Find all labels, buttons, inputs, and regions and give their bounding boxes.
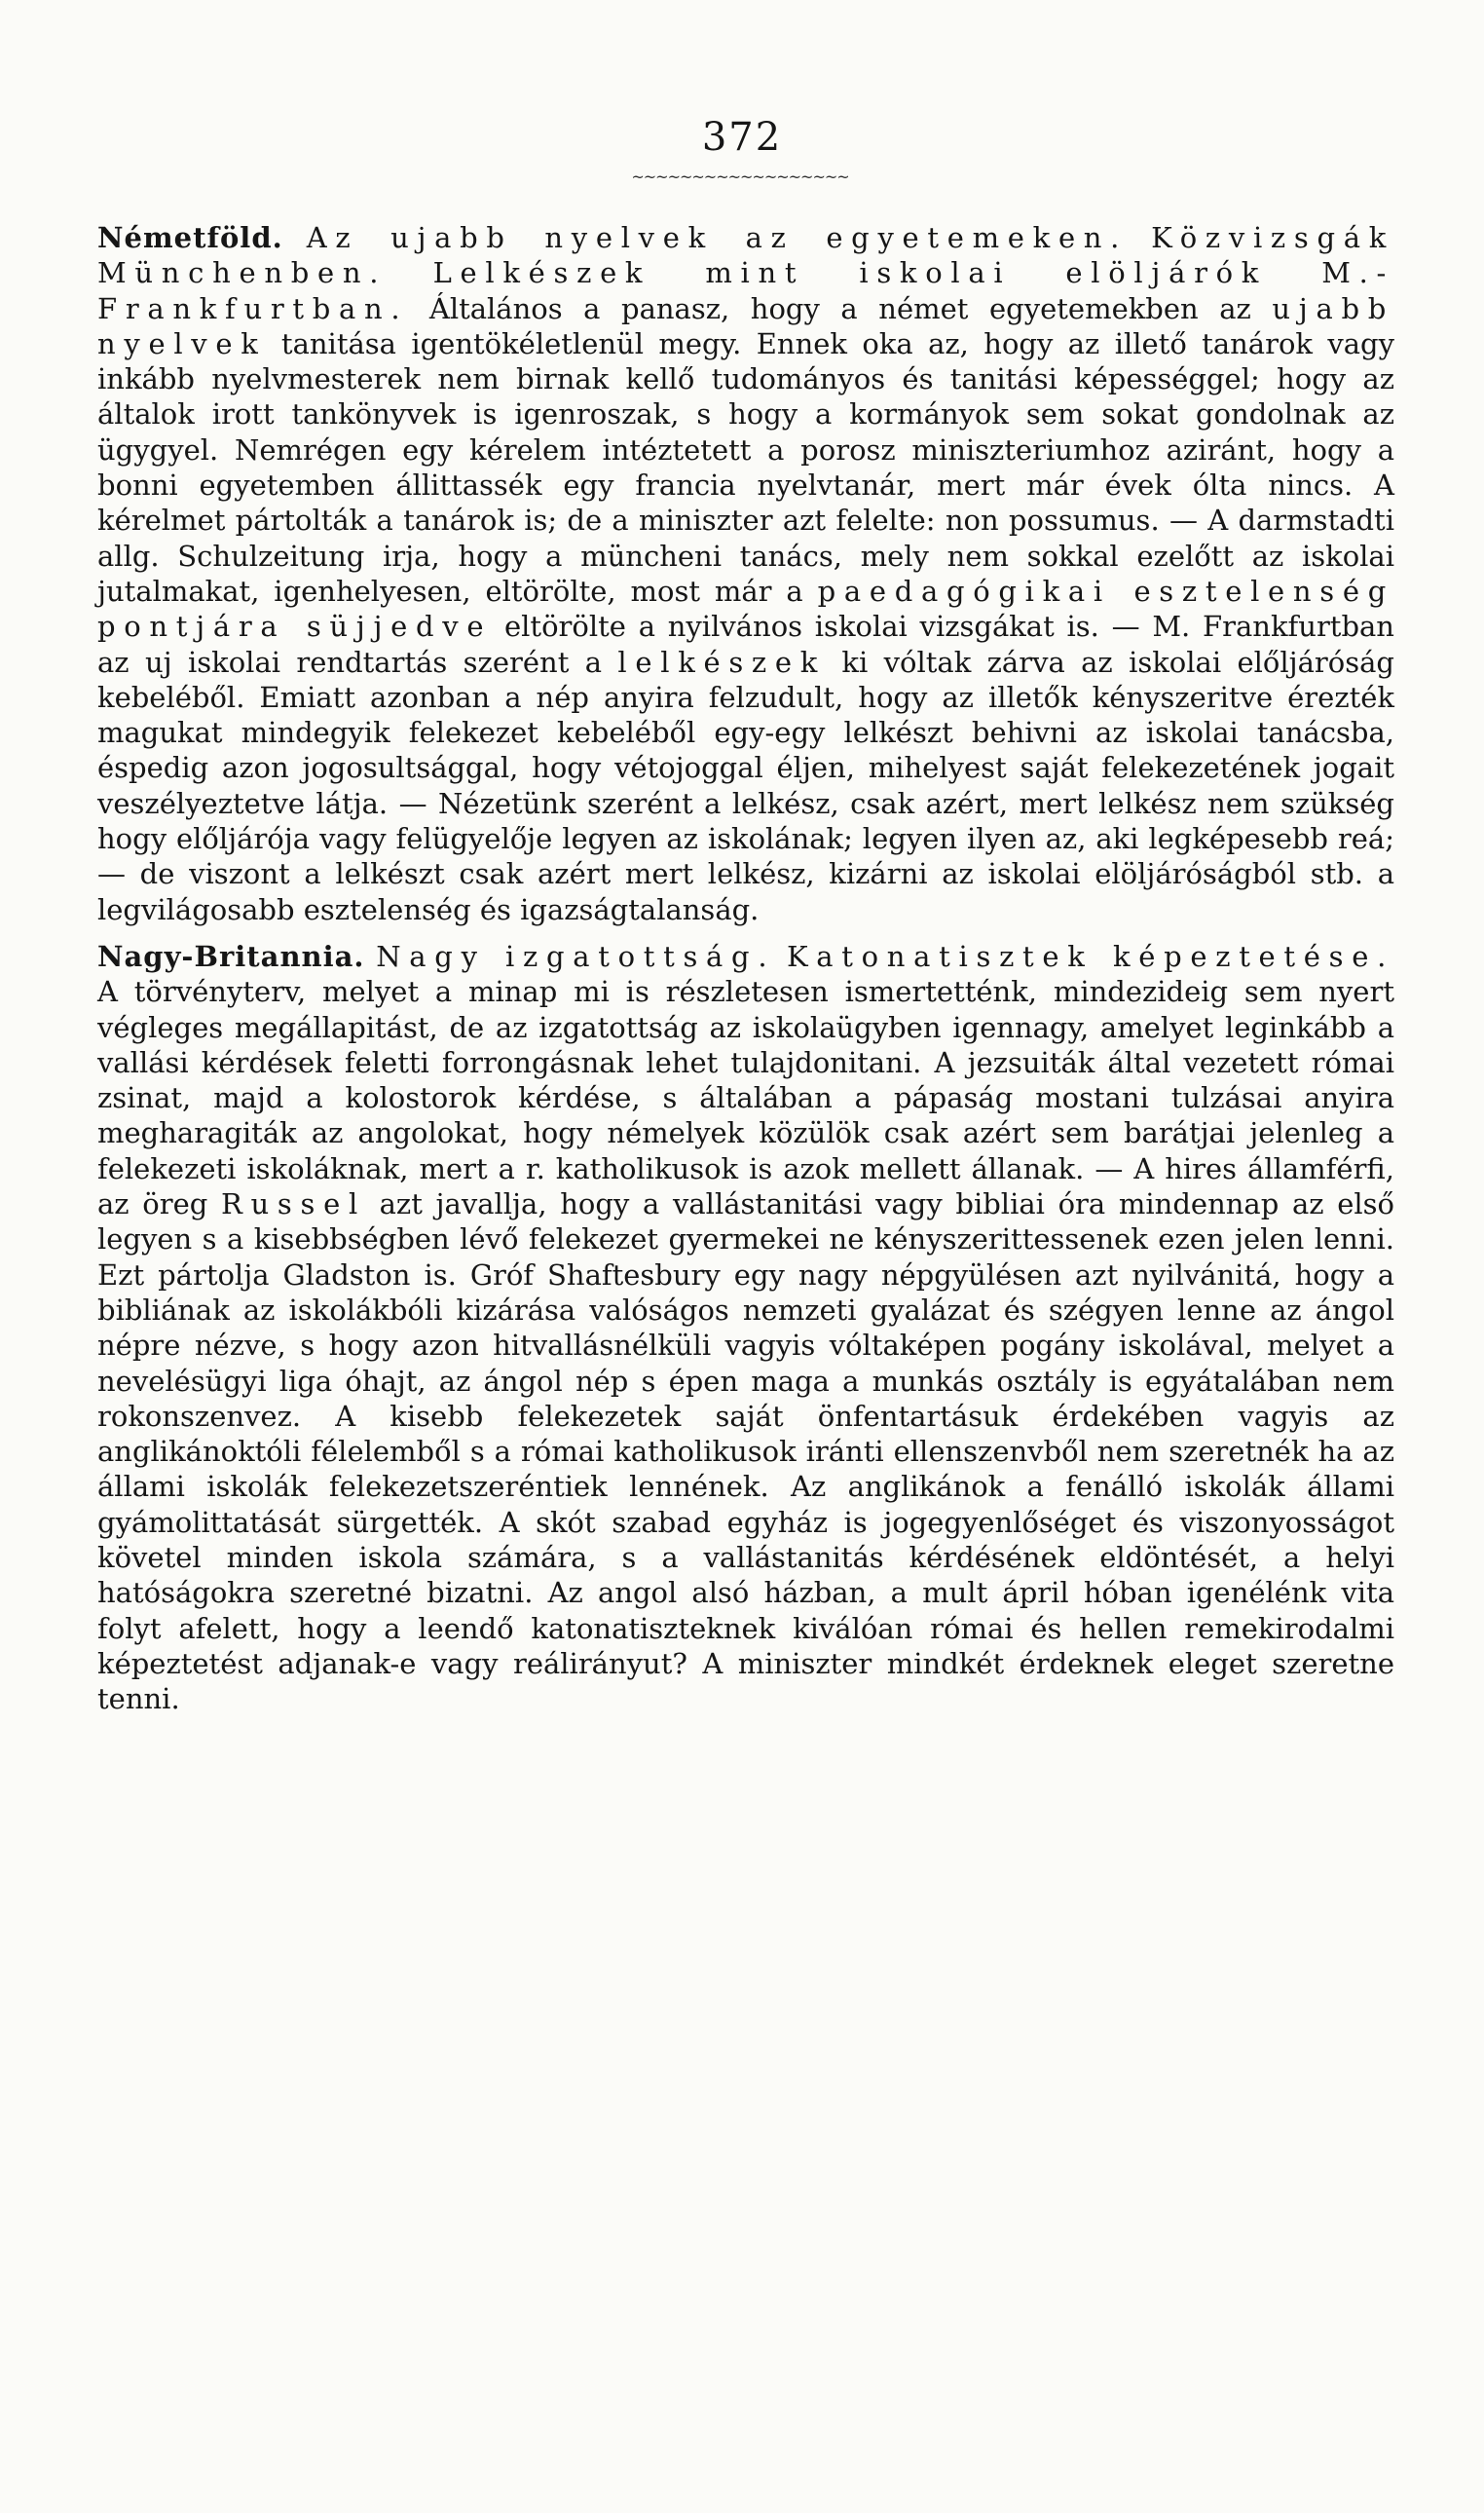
article-body-text: ki vóltak zárva az iskolai előljáróság kebeléből. Emiatt azonban a nép anyira felzudult, hogy az illetők kényszeritve érezték magukat mindegyik felekezet kebeléből egy-egy lelkészt behivni az iskolai tanácsba, éspedig azon jogosultsággal, hogy vétojoggal éljen, mihelyest saját felekezetének jogait veszélyeztetve látja. — Nézetünk szerént a lelkész, csak azért, mert lelkész nem szükség hogy előljárója vagy felügyelője legyen az iskolának; legyen ilyen az, aki legképesebb reá; — de viszont a lelkészt csak azért mert lelkész, kizárni az iskolai elöljáróságból stb. a legvilágosabb esztelenség és igazságtalanság. (97, 645, 1394, 926)
article-emphasis: paedagógikai esztelenség pontjára süjjedve (97, 574, 1395, 644)
article-body-text: eltörölte a nyilvános iskolai vizsgákat is. — M. Frankfurtban az uj iskolai rendtartás szerént a (97, 610, 1394, 679)
article-lead-topic: Nagy izgatottság. (376, 939, 776, 973)
article-great-britain (97, 939, 1394, 1717)
article-body-text: A törvényterv, melyet a minap mi is részletesen ismertetténk, mindezideig sem nyert végleges megállapitást, de az izgatottság az iskolaügyben igennagy, amelyet leginkább a vallási kérdések feletti forrongásnak lehet tulajdonitani. A jezsuiták által vezetett római zsinat, majd a kolostorok kérdése, s általában a pápaság mostani tulzásai anyira megharagiták az angolokat, hogy némelyek közülök csak azért sem barátjai jelenleg a felekezeti iskoláknak, mert a r. katholikusok is azok mellett állanak. — A hires államférfi, az öreg (97, 975, 1394, 1221)
article-germany (97, 220, 1394, 927)
article-body-text: tanitása igentökéletlenül megy. Ennek oka az, hogy az illető tanárok vagy inkább nyelvmesterek nem birnak kellő tudományos és tanitási képességgel; hogy az általok irott tankönyvek is igenroszak, s hogy a kormányok sem sokat gondolnak az ügygyel. Nemrégen egy kérelem intéztetett a porosz miniszteriumhoz aziránt, hogy a bonni egyetemben állittassék egy francia nyelvtanár, mert már évek ólta nincs. A kérelmet pártolták a tanárok is; de a miniszter azt felelte: non possumus. — A darmstadti allg. Schulzeitung irja, hogy a müncheni tanács, mely nem sokkal ezelőtt az iskolai jutalmakat, igenhelyesen, eltörölte, most már a (97, 326, 1394, 608)
text-column (97, 220, 1394, 1716)
article-heading: Nagy-Britannia. (97, 939, 365, 973)
article-lead-topic: Katonatisztek képeztetése. (786, 939, 1394, 973)
article-body-text: azt javallja, hogy a vallástanitási vagy bibliai óra mindennap az első legyen s a kisebbségben lévő felekezet gyermekei ne kényszerittessenek ezen jelen lenni. Ezt pártolja Gladston is. Gróf Shaftesbury egy nagy népgyülésen azt nyilvánitá, hogy a bibliának az iskolákbóli kizárása valóságos nemzeti gyalázat és szégyen lenne az ángol népre nézve, s hogy azon hitvallásnélküli vagyis vóltaképen pogány iskolával, melyet a nevelésügyi liga óhajt, az ángol nép s épen maga a munkás osztály is egyátalában nem rokonszenvez. A kisebb felekezetek saját önfentartásuk érdekében vagyis az anglikánoktóli félelemből s a római katholikusok iránti ellenszenvből nem szeretnék ha az állami iskolák felekezetszeréntiek lennének. Az anglikánok a fenálló iskolák állami gyámolittatását sürgették. A skót szabad egyház is jogegyenlőséget és viszonyosságot követel minden iskola számára, s a vallástanitás kérdésének eldöntését, a helyi hatóságokra szeretné bizatni. Az angol alsó házban, a mult ápril hóban igenélénk vita folyt afelett, hogy a leendő katonatiszteknek kiválóan római és hellen remekirodalmi képeztetést adjanak-e vagy reálirányut? A miniszter mindkét érdeknek eleget szeretne tenni. (97, 1187, 1395, 1716)
article-lead-topic: Közvizsgák Münchenben. (97, 221, 1395, 290)
article-emphasis: lelkészek (617, 645, 827, 679)
article-lead-topic: Az ujabb nyelvek az egyetemeken. (306, 221, 1129, 254)
page-number: 372 (701, 115, 783, 160)
article-lead-topic: Lelkészek mint iskolai elöljárók M.-Frankfurtban. (97, 256, 1395, 325)
article-heading: Németföld. (97, 221, 283, 254)
article-emphasis: ujabb nyelvek (97, 291, 1394, 360)
article-emphasis: Russel (221, 1187, 366, 1221)
page-number-ornament: ~~~~~~~~~~~~~~~~~~ (631, 168, 849, 186)
article-body-text: Általános a panasz, hogy a német egyetemekben az (428, 291, 1251, 325)
